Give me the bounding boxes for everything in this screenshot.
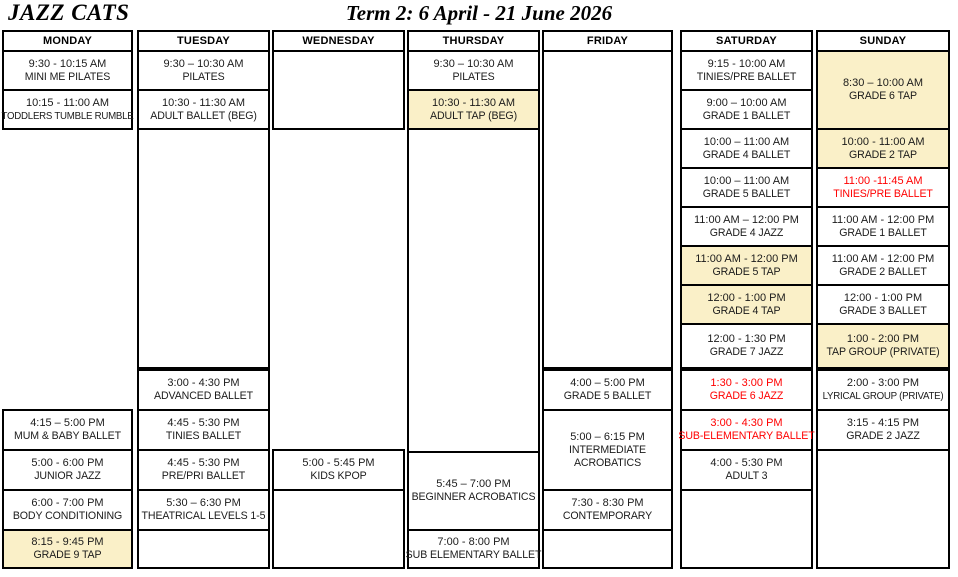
class-cell xyxy=(407,529,540,569)
class-time: 7:30 - 8:30 PM xyxy=(571,497,644,509)
class-time: 5:00 – 6:15 PM xyxy=(570,430,645,443)
empty-cell xyxy=(272,50,405,130)
class-name: GRADE 7 JAZZ xyxy=(709,346,784,358)
class-time: 3:15 - 4:15 PM xyxy=(846,417,920,429)
class-time: 6:00 - 7:00 PM xyxy=(31,497,104,509)
class-name: GRADE 1 BALLET xyxy=(839,226,927,239)
class-name: KIDS KPOP xyxy=(310,470,367,482)
empty-cell xyxy=(137,529,270,569)
class-time: 5:00 - 6:00 PM xyxy=(31,457,104,469)
empty-cell xyxy=(680,489,813,569)
class-cell xyxy=(137,409,270,451)
day-header-thursday: THURSDAY xyxy=(407,30,540,52)
class-cell xyxy=(680,128,813,169)
class-name: GRADE 3 BALLET xyxy=(839,304,927,317)
class-name: PILATES xyxy=(452,70,495,83)
class-cell xyxy=(680,369,813,411)
class-cell xyxy=(680,206,813,247)
class-name: GRADE 5 BALLET xyxy=(563,390,652,402)
class-cell xyxy=(680,409,813,451)
class-cell xyxy=(407,89,540,130)
class-time: 3:00 - 4:30 PM xyxy=(167,377,240,389)
class-time: 3:00 - 4:30 PM xyxy=(710,417,783,429)
class-time: 9:30 - 10:15 AM xyxy=(28,57,107,70)
class-time: 12:00 - 1:30 PM xyxy=(707,333,786,345)
class-time: 10:30 - 11:30 AM xyxy=(162,96,245,109)
class-name: BODY CONDITIONING xyxy=(12,510,123,522)
class-cell xyxy=(2,529,133,569)
class-name: GRADE 9 TAP xyxy=(33,549,102,561)
class-cell xyxy=(272,449,405,491)
class-cell xyxy=(2,89,133,130)
term-subtitle: Term 2: 6 April - 21 June 2026 xyxy=(345,1,613,25)
class-cell xyxy=(680,89,813,130)
class-time: 10:00 - 11:00 AM xyxy=(841,135,925,148)
class-cell xyxy=(816,409,950,451)
class-time: 8:30 – 10:00 AM xyxy=(842,77,924,89)
class-name: MINI ME PILATES xyxy=(24,70,111,83)
class-name: GRADE 1 BALLET xyxy=(702,109,791,122)
class-cell xyxy=(680,167,813,208)
class-time: 11:00 AM - 12:00 PM xyxy=(831,213,935,226)
empty-cell xyxy=(542,50,673,369)
class-name: GRADE 2 JAZZ xyxy=(846,430,920,442)
class-cell xyxy=(680,323,813,369)
class-cell xyxy=(816,50,950,130)
class-name: ADULT TAP (BEG) xyxy=(430,109,517,122)
class-name: TINIES/PRE BALLET xyxy=(833,187,933,200)
class-name: TINIES BALLET xyxy=(165,430,242,442)
class-time: 10:15 - 11:00 AM xyxy=(26,96,109,109)
class-time: 5:45 – 7:00 PM xyxy=(436,478,511,490)
class-cell xyxy=(816,206,950,247)
class-time: 4:45 - 5:30 PM xyxy=(167,457,240,469)
class-name: GRADE 4 TAP xyxy=(712,304,781,317)
class-time: 9:00 – 10:00 AM xyxy=(706,96,787,109)
class-name: SUB ELEMENTARY BALLET xyxy=(405,549,542,561)
class-cell xyxy=(816,284,950,325)
class-name: ADVANCED BALLET xyxy=(154,390,253,402)
class-time: 9:30 – 10:30 AM xyxy=(163,57,244,70)
empty-cell xyxy=(407,128,540,453)
class-cell xyxy=(407,50,540,91)
class-time: 9:30 – 10:30 AM xyxy=(433,57,514,70)
day-header-monday: MONDAY xyxy=(2,30,133,52)
class-time: 1:30 - 3:00 PM xyxy=(710,377,783,389)
class-name: GRADE 4 JAZZ xyxy=(709,226,784,239)
class-time: 10:30 - 11:30 AM xyxy=(432,96,515,109)
class-cell xyxy=(137,89,270,130)
class-cell xyxy=(816,128,950,169)
studio-title: JAZZ CATS xyxy=(8,0,130,25)
day-header-tuesday: TUESDAY xyxy=(137,30,270,52)
class-name: TAP GROUP (PRIVATE) xyxy=(826,346,940,358)
class-name: JUNIOR JAZZ xyxy=(34,470,101,482)
class-time: 4:00 – 5:00 PM xyxy=(570,377,645,389)
class-name: GRADE 6 JAZZ xyxy=(709,390,784,402)
class-cell xyxy=(680,284,813,325)
class-name: GRADE 5 TAP xyxy=(712,265,781,278)
class-cell xyxy=(816,323,950,369)
class-cell xyxy=(542,369,673,411)
empty-cell xyxy=(272,489,405,569)
class-time: 9:15 - 10:00 AM xyxy=(707,57,786,70)
class-time: 7:00 - 8:00 PM xyxy=(437,536,510,548)
class-cell xyxy=(407,451,540,531)
empty-cell xyxy=(137,128,270,369)
class-cell xyxy=(816,167,950,208)
class-time: 11:00 -11:45 AM xyxy=(843,174,923,187)
class-name: MUM & BABY BALLET xyxy=(13,430,122,442)
empty-cell xyxy=(542,529,673,569)
empty-cell xyxy=(816,449,950,569)
class-cell xyxy=(816,369,950,411)
class-cell xyxy=(2,409,133,451)
class-time: 4:00 - 5:30 PM xyxy=(710,457,783,469)
class-name: PILATES xyxy=(182,70,225,83)
class-cell xyxy=(680,50,813,91)
class-name: SUB-ELEMENTARY BALLET xyxy=(678,430,815,442)
class-time: 12:00 - 1:00 PM xyxy=(843,291,923,304)
class-cell xyxy=(542,489,673,531)
class-cell xyxy=(680,449,813,491)
class-time: 12:00 - 1:00 PM xyxy=(707,291,786,304)
class-name: GRADE 2 TAP xyxy=(849,148,917,161)
class-time: 4:15 – 5:00 PM xyxy=(30,417,105,429)
class-name: GRADE 6 TAP xyxy=(849,90,917,102)
class-time: 8:15 - 9:45 PM xyxy=(31,536,104,548)
class-name: TINIES/PRE BALLET xyxy=(696,70,797,83)
class-name: INTERMEDIATE xyxy=(569,443,646,456)
class-cell xyxy=(137,369,270,411)
class-cell xyxy=(680,245,813,286)
class-name: CONTEMPORARY xyxy=(562,510,653,522)
class-time: 11:00 AM - 12:00 PM xyxy=(695,252,798,265)
class-name: ADULT 3 xyxy=(725,470,768,482)
class-cell xyxy=(137,449,270,491)
class-name: GRADE 4 BALLET xyxy=(702,148,791,161)
class-time: 10:00 – 11:00 AM xyxy=(703,135,790,148)
class-time: 11:00 AM - 12:00 PM xyxy=(831,252,935,265)
class-name: ADULT BALLET (BEG) xyxy=(150,109,257,122)
class-cell xyxy=(137,489,270,531)
class-name: LYRICAL GROUP (PRIVATE) xyxy=(822,391,944,402)
day-header-wednesday: WEDNESDAY xyxy=(272,30,405,52)
class-cell xyxy=(542,409,673,491)
day-header-sunday: SUNDAY xyxy=(816,30,950,52)
class-name: PRE/PRI BALLET xyxy=(161,470,246,482)
class-time: 1:00 - 2:00 PM xyxy=(846,333,920,345)
class-name: TODDLERS TUMBLE RUMBLE xyxy=(1,110,134,122)
class-name: GRADE 2 BALLET xyxy=(839,265,927,278)
class-time: 4:45 - 5:30 PM xyxy=(167,417,240,429)
class-time: 2:00 - 3:00 PM xyxy=(846,377,920,389)
class-cell xyxy=(137,50,270,91)
class-time: 11:00 AM – 12:00 PM xyxy=(694,213,799,226)
class-cell xyxy=(2,489,133,531)
class-name: ACROBATICS xyxy=(573,456,642,469)
class-cell xyxy=(816,245,950,286)
class-cell xyxy=(2,50,133,91)
day-header-friday: FRIDAY xyxy=(542,30,673,52)
class-time: 10:00 – 11:00 AM xyxy=(703,174,790,187)
class-time: 5:30 – 6:30 PM xyxy=(166,497,241,509)
class-name: GRADE 5 BALLET xyxy=(702,187,791,200)
day-header-saturday: SATURDAY xyxy=(680,30,813,52)
class-cell xyxy=(2,449,133,491)
class-name: THEATRICAL LEVELS 1-5 xyxy=(141,510,266,522)
class-name: BEGINNER ACROBATICS xyxy=(411,491,536,503)
class-time: 5:00 - 5:45 PM xyxy=(302,457,375,469)
